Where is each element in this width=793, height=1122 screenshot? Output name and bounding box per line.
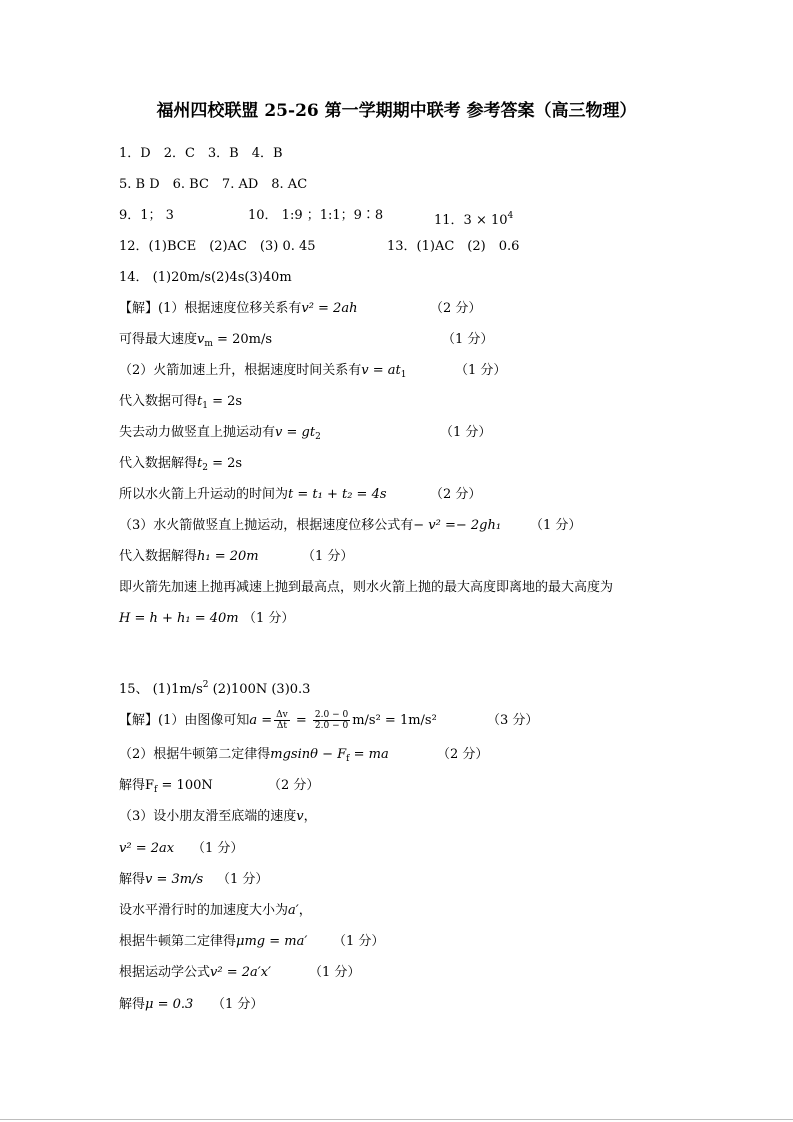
q14-step-3	[119, 362, 407, 384]
q15-step-6-text: 解得	[119, 872, 146, 887]
q15-step-2-text: （2）根据牛顿第二定律得	[119, 747, 271, 762]
q15-step-8	[119, 933, 307, 951]
q14-step-1	[119, 300, 357, 318]
q14-step-1-text: 【解】(1）根据速度位移关系有	[119, 301, 302, 316]
q14-step-11-eq: H = h + h₁ = 40m	[119, 611, 239, 626]
q14-step-6-value: = 2s	[207, 456, 243, 471]
q15-step-8-score: （1 分）	[333, 934, 385, 949]
page-title: 福州四校联盟 25-26 第一学期期中联考 参考答案（高三物理）	[156, 101, 637, 121]
q14-step-6-var: t	[197, 456, 203, 471]
q15-step-10-score: （1 分）	[212, 997, 264, 1012]
q14-step-3-score: （1 分）	[455, 363, 507, 378]
q15-step-2	[119, 746, 389, 768]
q14-step-3-text: （2）火箭加速上升，根据速度时间关系有	[119, 363, 362, 378]
q14-step-4-sub: 1	[202, 401, 208, 411]
answers-row-4-q12: 12．(1)BCE (2)AC (3) 0. 45	[119, 239, 316, 254]
q15-step-3-value: = 100N	[157, 778, 213, 793]
q14-step-4-value: = 2s	[207, 394, 243, 409]
q14-step-5-score: （1 分）	[440, 425, 492, 440]
q15-step-1-text: 【解】(1）由图像可知	[119, 713, 250, 728]
q15-step-7	[119, 902, 312, 920]
q14-step-1-score: （2 分）	[430, 301, 482, 316]
q15-step-6	[119, 871, 203, 889]
q15-step-5-eq: v² = 2ax	[119, 841, 175, 856]
q15-step-9-eq: v² = 2a′x′	[210, 965, 271, 980]
q15-step-1-value: m/s² = 1m/s²	[352, 713, 437, 728]
q14-step-8-text: （3）水火箭做竖直上抛运动，根据速度位移公式有	[119, 518, 414, 533]
q15-step-7-text: 设水平滑行时的加速度大小为	[119, 903, 289, 918]
q15-step-4-punct: ，	[303, 809, 317, 824]
q14-step-5-eq: v = gt	[275, 425, 316, 440]
q15-fraction-2-num: 2.0 − 0	[314, 710, 349, 720]
q15-step-9-score: （1 分）	[309, 965, 361, 980]
q14-step-8	[119, 517, 501, 535]
q15-step-3	[119, 777, 213, 799]
q15-step-6-score: （1 分）	[217, 872, 269, 887]
answers-row-2: 5. B D 6. BC 7. AD 8. AC	[119, 177, 308, 192]
q15-step-5-score: （1 分）	[192, 841, 244, 856]
q14-step-9-text: 代入数据解得	[119, 549, 198, 564]
q14-step-9-score: （1 分）	[302, 549, 354, 564]
q14-step-8-eq: − v² =− 2gh₁	[413, 518, 502, 533]
page-bottom-divider	[0, 1119, 793, 1120]
q14-step-6-text: 代入数据解得	[119, 456, 198, 471]
q15-step-1-equals: =	[291, 713, 311, 728]
q14-step-2-score: （1 分）	[442, 332, 494, 347]
q15-step-4-var: v	[296, 809, 304, 824]
q15-step-10-eq: μ = 0.3	[145, 997, 194, 1012]
q14-step-5-sub: 2	[315, 432, 321, 442]
q14-step-6-sub: 2	[202, 463, 208, 473]
answers-row-1: 1．D 2．C 3．B 4．B	[119, 146, 283, 161]
q14-step-2	[119, 331, 272, 353]
q11-base: 11．3 × 10	[434, 213, 508, 228]
q14-step-2-var: v	[197, 332, 205, 347]
q15-step-7-punct: ，	[298, 903, 312, 918]
q15-head-text: 15、 (1)1m/s	[119, 682, 203, 697]
q15-answer-summary	[119, 676, 310, 699]
q15-step-10	[119, 996, 193, 1014]
q14-step-11	[119, 610, 239, 628]
q14-step-7-eq: t = t₁ + t₂ = 4s	[288, 487, 387, 502]
q14-step-2-value: = 20m/s	[212, 332, 272, 347]
q15-head-sup: 2	[202, 680, 209, 690]
q15-step-2-sub: f	[346, 754, 350, 764]
q14-step-7	[119, 486, 387, 504]
q14-step-11-score: （1 分）	[243, 611, 295, 626]
answers-row-3-q11	[434, 207, 513, 230]
q14-step-4-var: t	[197, 394, 203, 409]
q14-step-3-sub: 1	[400, 370, 407, 380]
q15-step-3-text: 解得	[119, 778, 146, 793]
q14-step-8-score: （1 分）	[530, 518, 582, 533]
q14-step-7-text: 所以水火箭上升运动的时间为	[119, 487, 289, 502]
q15-step-1	[119, 710, 437, 731]
q15-fraction-1-num: Δv	[276, 710, 288, 720]
q15-step-9-text: 根据运动学公式	[119, 965, 211, 980]
q14-step-3-eq: v = at	[361, 363, 401, 378]
answers-row-4-q13: 13．(1)AC (2) 0.6	[387, 239, 520, 254]
q15-step-4	[119, 808, 317, 826]
q14-step-2-sub: m	[204, 339, 213, 349]
q15-step-7-var: a′	[288, 903, 299, 918]
q14-step-5-text: 失去动力做竖直上抛运动有	[119, 425, 276, 440]
q15-fraction-2-den: 2.0 − 0	[314, 721, 349, 731]
q15-step-8-eq: μmg = ma′	[236, 934, 308, 949]
q15-step-8-text: 根据牛顿第二定律得	[119, 934, 237, 949]
q14-step-9	[119, 548, 259, 566]
q14-step-1-eq: v² = 2ah	[301, 301, 358, 316]
q15-head-rest: (2)100N (3)0.3	[208, 682, 311, 697]
q15-fraction-2	[313, 710, 350, 731]
q15-step-2-eq: mgsinθ − F	[270, 747, 347, 762]
q14-step-9-eq: h₁ = 20m	[197, 549, 259, 564]
q15-step-3-sub: f	[154, 785, 158, 795]
q15-step-3-score: （2 分）	[268, 778, 320, 793]
q15-step-5	[119, 840, 174, 858]
q14-step-4-text: 代入数据可得	[119, 394, 198, 409]
q15-step-6-eq: v = 3m/s	[145, 872, 204, 887]
answers-row-3-q9: 9．1； 3	[119, 208, 174, 223]
q15-step-9	[119, 964, 271, 982]
q14-step-6	[119, 455, 242, 477]
q11-exponent: 4	[507, 211, 514, 221]
q15-fraction-1-den: Δt	[276, 721, 287, 731]
q15-step-2-score: （2 分）	[437, 747, 489, 762]
q14-step-5	[119, 424, 321, 446]
q14-step-10: 即火箭先加速上抛再减速上抛到最高点，则水火箭上抛的最大高度即离地的最大高度为	[119, 580, 614, 595]
answers-row-5-q14: 14． (1)20m/s(2)4s(3)40m	[119, 270, 292, 285]
q15-step-1-var: a =	[249, 713, 273, 728]
q15-step-1-score: （3 分）	[487, 713, 539, 728]
q15-step-10-text: 解得	[119, 997, 146, 1012]
q14-step-7-score: （2 分）	[430, 487, 482, 502]
q15-step-4-text: （3）设小朋友滑至底端的速度	[119, 809, 297, 824]
q14-step-2-text: 可得最大速度	[119, 332, 198, 347]
answers-row-3-q10: 10． 1:9 ；1:1；9∶8	[248, 208, 384, 223]
q14-step-4	[119, 393, 242, 415]
q15-fraction-1	[274, 710, 290, 731]
q15-step-2-rest: = ma	[349, 747, 389, 762]
q15-step-3-var: F	[145, 778, 155, 793]
